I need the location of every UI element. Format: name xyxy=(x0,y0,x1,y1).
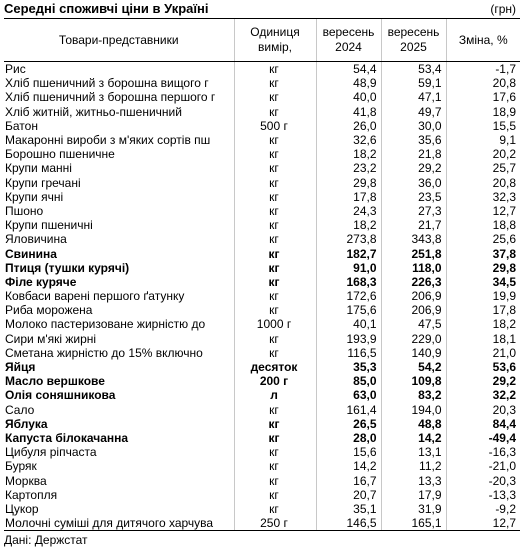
price-sep-2025: 47,5 xyxy=(381,317,446,331)
price-change: 37,8 xyxy=(446,246,520,260)
price-sep-2024: 193,9 xyxy=(316,332,381,346)
source-note: Дані: Держстат xyxy=(4,533,88,547)
table-row xyxy=(4,261,520,275)
product-name: Яловичина xyxy=(5,232,67,247)
price-table xyxy=(4,18,520,531)
price-change: 18,1 xyxy=(446,332,520,346)
table-row xyxy=(4,360,520,374)
product-unit: кг xyxy=(234,218,316,232)
product-unit: кг xyxy=(234,403,316,417)
price-sep-2024: 273,8 xyxy=(316,232,381,246)
product-name: Сало xyxy=(5,402,35,417)
price-change: 20,2 xyxy=(446,147,520,161)
currency-unit: (грн) xyxy=(490,2,516,16)
price-change: 20,3 xyxy=(446,403,520,417)
table-row xyxy=(4,403,520,417)
product-unit: кг xyxy=(234,147,316,161)
price-change: 32,2 xyxy=(446,388,520,402)
product-unit: кг xyxy=(234,62,316,77)
product-unit: л xyxy=(234,388,316,402)
table-row xyxy=(4,317,520,331)
product-name: Свинина xyxy=(5,246,57,261)
price-change: 17,8 xyxy=(446,303,520,317)
price-change: 18,2 xyxy=(446,317,520,331)
header-unit: Одиниця вимір, xyxy=(234,19,316,62)
product-unit: кг xyxy=(234,133,316,147)
price-sep-2024: 24,3 xyxy=(316,204,381,218)
product-name: Крупи гречані xyxy=(5,175,81,190)
product-unit: 500 г xyxy=(234,119,316,133)
price-sep-2025: 36,0 xyxy=(381,176,446,190)
price-sep-2025: 35,6 xyxy=(381,133,446,147)
price-sep-2025: 21,7 xyxy=(381,218,446,232)
price-change: 18,9 xyxy=(446,105,520,119)
product-unit: кг xyxy=(234,90,316,104)
price-change: 9,1 xyxy=(446,133,520,147)
table-header-row xyxy=(4,19,520,62)
price-sep-2024: 18,2 xyxy=(316,218,381,232)
price-sep-2025: 53,4 xyxy=(381,62,446,77)
table-row xyxy=(4,388,520,402)
product-unit: кг xyxy=(234,246,316,260)
table-row xyxy=(4,190,520,204)
product-unit: кг xyxy=(234,488,316,502)
price-change: -21,0 xyxy=(446,459,520,473)
price-sep-2024: 85,0 xyxy=(316,374,381,388)
price-change: -49,4 xyxy=(446,431,520,445)
price-sep-2024: 40,1 xyxy=(316,317,381,331)
table-row xyxy=(4,332,520,346)
price-table-wrap xyxy=(4,18,520,531)
product-name: Батон xyxy=(5,118,38,133)
price-sep-2024: 40,0 xyxy=(316,90,381,104)
table-row xyxy=(4,76,520,90)
product-unit: кг xyxy=(234,417,316,431)
table-row xyxy=(4,62,520,77)
price-sep-2025: 206,9 xyxy=(381,289,446,303)
price-sep-2025: 13,3 xyxy=(381,473,446,487)
price-change: 29,8 xyxy=(446,261,520,275)
price-change: -13,3 xyxy=(446,488,520,502)
product-name: Олія соняшникова xyxy=(5,388,116,403)
product-unit: кг xyxy=(234,346,316,360)
price-sep-2025: 118,0 xyxy=(381,261,446,275)
price-sep-2024: 161,4 xyxy=(316,403,381,417)
price-sep-2025: 47,1 xyxy=(381,90,446,104)
price-change: 18,8 xyxy=(446,218,520,232)
price-sep-2025: 11,2 xyxy=(381,459,446,473)
product-unit: кг xyxy=(234,431,316,445)
product-name: Яйця xyxy=(5,360,36,375)
table-row xyxy=(4,161,520,175)
price-sep-2025: 14,2 xyxy=(381,431,446,445)
product-name: Масло вершкове xyxy=(5,374,105,389)
product-name: Сири м'які жирні xyxy=(5,331,97,346)
price-sep-2025: 21,8 xyxy=(381,147,446,161)
product-name: Яблука xyxy=(5,416,48,431)
price-change: 25,7 xyxy=(446,161,520,175)
header-sep-2025: вересень 2025 xyxy=(381,19,446,62)
product-name: Цибуля ріпчаста xyxy=(5,445,97,460)
product-name: Цукор xyxy=(5,501,39,516)
product-name: Хліб житній, житньо-пшеничний xyxy=(5,104,182,119)
product-unit: кг xyxy=(234,76,316,90)
price-sep-2024: 23,2 xyxy=(316,161,381,175)
product-unit: кг xyxy=(234,190,316,204)
product-unit: кг xyxy=(234,105,316,119)
table-row xyxy=(4,275,520,289)
table-row xyxy=(4,502,520,516)
price-sep-2024: 32,6 xyxy=(316,133,381,147)
price-sep-2024: 172,6 xyxy=(316,289,381,303)
product-name: Капуста білокачанна xyxy=(5,430,129,445)
table-body xyxy=(4,62,520,531)
price-change: -20,3 xyxy=(446,473,520,487)
price-change: 34,5 xyxy=(446,275,520,289)
price-change: 25,6 xyxy=(446,232,520,246)
price-change: 15,5 xyxy=(446,119,520,133)
price-change: 21,0 xyxy=(446,346,520,360)
table-row xyxy=(4,176,520,190)
table-row xyxy=(4,246,520,260)
product-name: Рис xyxy=(5,62,26,77)
product-unit: десяток xyxy=(234,360,316,374)
product-unit: кг xyxy=(234,445,316,459)
product-name: Крупи манні xyxy=(5,161,72,176)
price-sep-2024: 15,6 xyxy=(316,445,381,459)
product-unit: 250 г xyxy=(234,516,316,531)
product-unit: 200 г xyxy=(234,374,316,388)
table-row xyxy=(4,204,520,218)
price-sep-2024: 20,7 xyxy=(316,488,381,502)
price-sep-2024: 35,3 xyxy=(316,360,381,374)
table-row xyxy=(4,303,520,317)
table-row xyxy=(4,473,520,487)
product-unit: кг xyxy=(234,161,316,175)
page-title: Середні споживчі ціни в Україні xyxy=(4,1,209,16)
price-sep-2025: 251,8 xyxy=(381,246,446,260)
price-sep-2025: 54,2 xyxy=(381,360,446,374)
table-row xyxy=(4,445,520,459)
table-row xyxy=(4,488,520,502)
price-sep-2024: 54,4 xyxy=(316,62,381,77)
price-change: 29,2 xyxy=(446,374,520,388)
price-sep-2025: 343,8 xyxy=(381,232,446,246)
price-change: -16,3 xyxy=(446,445,520,459)
price-sep-2025: 27,3 xyxy=(381,204,446,218)
table-row xyxy=(4,346,520,360)
price-sep-2025: 48,8 xyxy=(381,417,446,431)
price-sep-2024: 175,6 xyxy=(316,303,381,317)
product-unit: кг xyxy=(234,176,316,190)
price-sep-2024: 48,9 xyxy=(316,76,381,90)
price-sep-2025: 23,5 xyxy=(381,190,446,204)
product-name: Ковбаси варені першого ґатунку xyxy=(5,289,185,304)
product-name: Філе куряче xyxy=(5,274,77,289)
table-row xyxy=(4,431,520,445)
product-name: Пшоно xyxy=(5,203,44,218)
product-name: Риба морожена xyxy=(5,303,93,318)
price-sep-2024: 26,0 xyxy=(316,119,381,133)
product-name: Борошно пшеничне xyxy=(5,147,115,162)
price-sep-2025: 206,9 xyxy=(381,303,446,317)
product-name: Картопля xyxy=(5,487,58,502)
price-sep-2024: 168,3 xyxy=(316,275,381,289)
price-sep-2025: 49,7 xyxy=(381,105,446,119)
price-sep-2024: 14,2 xyxy=(316,459,381,473)
price-change: 12,7 xyxy=(446,204,520,218)
price-change: 19,9 xyxy=(446,289,520,303)
product-unit: кг xyxy=(234,459,316,473)
price-change: 20,8 xyxy=(446,176,520,190)
product-unit: кг xyxy=(234,303,316,317)
product-name: Хліб пшеничний з борошна вищого г xyxy=(5,76,209,91)
price-change: 20,8 xyxy=(446,76,520,90)
product-unit: кг xyxy=(234,502,316,516)
price-sep-2024: 91,0 xyxy=(316,261,381,275)
product-name: Хліб пшеничний з борошна першого г xyxy=(5,90,216,105)
price-sep-2025: 140,9 xyxy=(381,346,446,360)
price-sep-2025: 30,0 xyxy=(381,119,446,133)
price-sep-2025: 83,2 xyxy=(381,388,446,402)
price-sep-2025: 31,9 xyxy=(381,502,446,516)
header-sep-2024: вересень 2024 xyxy=(316,19,381,62)
price-change: 17,6 xyxy=(446,90,520,104)
price-sep-2024: 63,0 xyxy=(316,388,381,402)
price-change: 53,6 xyxy=(446,360,520,374)
product-unit: кг xyxy=(234,204,316,218)
product-unit: 1000 г xyxy=(234,317,316,331)
table-row xyxy=(4,232,520,246)
price-sep-2024: 18,2 xyxy=(316,147,381,161)
table-row xyxy=(4,218,520,232)
product-unit: кг xyxy=(234,275,316,289)
price-sep-2025: 17,9 xyxy=(381,488,446,502)
price-sep-2024: 35,1 xyxy=(316,502,381,516)
price-sep-2025: 59,1 xyxy=(381,76,446,90)
price-sep-2024: 146,5 xyxy=(316,516,381,531)
price-sep-2024: 16,7 xyxy=(316,473,381,487)
product-name: Крупи ячні xyxy=(5,189,64,204)
product-unit: кг xyxy=(234,332,316,346)
table-row xyxy=(4,133,520,147)
price-change: 12,7 xyxy=(446,516,520,531)
price-sep-2025: 109,8 xyxy=(381,374,446,388)
product-name: Молоко пастеризоване жирністю до xyxy=(5,317,206,332)
product-unit: кг xyxy=(234,232,316,246)
price-sep-2024: 28,0 xyxy=(316,431,381,445)
product-unit: кг xyxy=(234,261,316,275)
table-row xyxy=(4,459,520,473)
table-row xyxy=(4,417,520,431)
product-unit: кг xyxy=(234,289,316,303)
table-row xyxy=(4,516,520,531)
price-sep-2024: 26,5 xyxy=(316,417,381,431)
price-sep-2025: 229,0 xyxy=(381,332,446,346)
price-sep-2024: 41,8 xyxy=(316,105,381,119)
table-row xyxy=(4,374,520,388)
price-sep-2024: 116,5 xyxy=(316,346,381,360)
product-name: Крупи пшеничні xyxy=(5,218,93,233)
product-name: Молочні суміші для дитячого харчува xyxy=(4,516,234,531)
header-change: Зміна, % xyxy=(446,19,520,62)
product-name: Птиця (тушки курячі) xyxy=(5,260,130,275)
header-product: Товари-представники xyxy=(4,19,234,62)
price-sep-2024: 182,7 xyxy=(316,246,381,260)
price-sep-2025: 29,2 xyxy=(381,161,446,175)
table-row xyxy=(4,90,520,104)
title-row xyxy=(4,1,518,17)
product-name: Сметана жирністю до 15% включно xyxy=(5,345,203,360)
table-row xyxy=(4,147,520,161)
table-row xyxy=(4,289,520,303)
product-name: Макаронні вироби з м'яких сортів пш xyxy=(5,133,211,148)
price-sep-2024: 17,8 xyxy=(316,190,381,204)
price-sep-2025: 13,1 xyxy=(381,445,446,459)
price-change: -1,7 xyxy=(446,62,520,77)
price-change: 32,3 xyxy=(446,190,520,204)
price-change: -9,2 xyxy=(446,502,520,516)
price-sep-2025: 165,1 xyxy=(381,516,446,531)
table-row xyxy=(4,119,520,133)
price-sep-2024: 29,8 xyxy=(316,176,381,190)
price-sep-2025: 194,0 xyxy=(381,403,446,417)
price-change: 84,4 xyxy=(446,417,520,431)
price-sep-2025: 226,3 xyxy=(381,275,446,289)
table-row xyxy=(4,105,520,119)
product-name: Морква xyxy=(5,473,47,488)
product-unit: кг xyxy=(234,473,316,487)
product-name: Буряк xyxy=(5,459,37,474)
